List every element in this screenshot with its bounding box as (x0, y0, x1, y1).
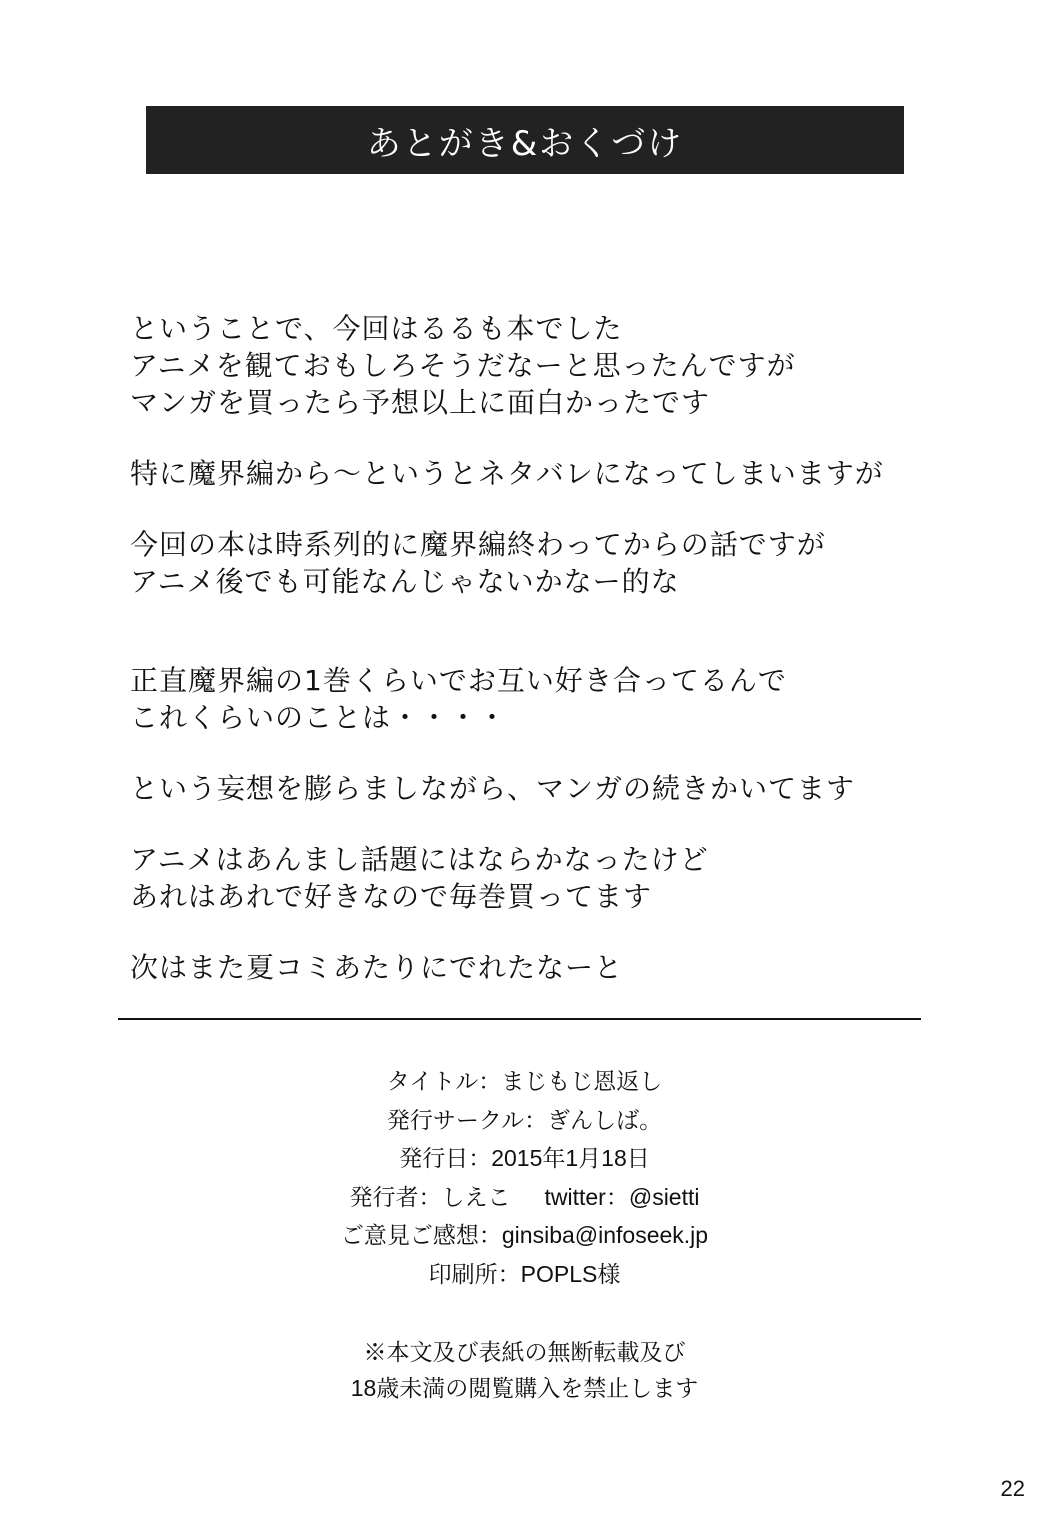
colophon-printer: 印刷所：POPLS様 (428, 1260, 621, 1287)
afterword-heading-bar (146, 106, 904, 174)
afterword-line: アニメはあんまし話題にはならかなったけど (130, 843, 709, 876)
afterword-line: アニメ後でも可能なんじゃないかなー的な (130, 565, 680, 598)
afterword-paragraph (130, 841, 950, 915)
notice-line: ※本文及び表紙の無断転載及び (363, 1339, 686, 1365)
afterword-paragraph (130, 455, 950, 492)
afterword-heading: あとがき&おくづけ (366, 123, 684, 164)
copyright-notice (0, 1334, 1049, 1406)
afterword-line: あれはあれで好きなので毎巻買ってます (130, 880, 653, 913)
afterword-line: 特に魔界編から〜というとネタバレになってしまいますが (130, 457, 884, 490)
colophon-publisher: 発行者：しえこ (349, 1183, 511, 1210)
afterword-line: 正直魔界編の1巻くらいでお互い好き合ってるんで (130, 664, 787, 697)
afterword-paragraph (130, 770, 950, 807)
colophon-twitter: twitter：@sietti (544, 1183, 700, 1210)
afterword-paragraph (130, 949, 950, 986)
colophon-circle: 発行サークル：ぎんしば。 (386, 1106, 663, 1133)
afterword-paragraph (130, 310, 950, 421)
afterword-line: 次はまた夏コミあたりにでれたなーと (130, 951, 624, 984)
afterword-line: ということで、今回はるるも本でした (130, 312, 623, 345)
afterword-paragraph (130, 526, 950, 600)
colophon-date: 発行日：2015年1月18日 (399, 1145, 650, 1171)
notice-line: 18歳未満の閲覧購入を禁止します (350, 1375, 699, 1401)
afterword-line: という妄想を膨らましながら、マンガの続きかいてます (130, 772, 856, 805)
afterword-line: アニメを観ておもしろそうだなーと思ったんですが (130, 349, 796, 382)
afterword-paragraph (130, 662, 950, 736)
colophon-title: タイトル：まじもじ恩返し (386, 1068, 663, 1094)
afterword-line: マンガを買ったら予想以上に面白かったです (130, 386, 711, 419)
afterword-body (130, 310, 950, 1020)
colophon (0, 1062, 1049, 1293)
section-divider (118, 1018, 921, 1020)
colophon-contact: ご意見ご感想：ginsiba@infoseek.jp (340, 1222, 709, 1248)
colophon-publisher-row (0, 1178, 1049, 1217)
page-number: 22 (1000, 1476, 1025, 1501)
afterword-line: これくらいのことは・・・・ (130, 701, 508, 734)
afterword-line: 今回の本は時系列的に魔界編終わってからの話ですが (130, 528, 826, 561)
